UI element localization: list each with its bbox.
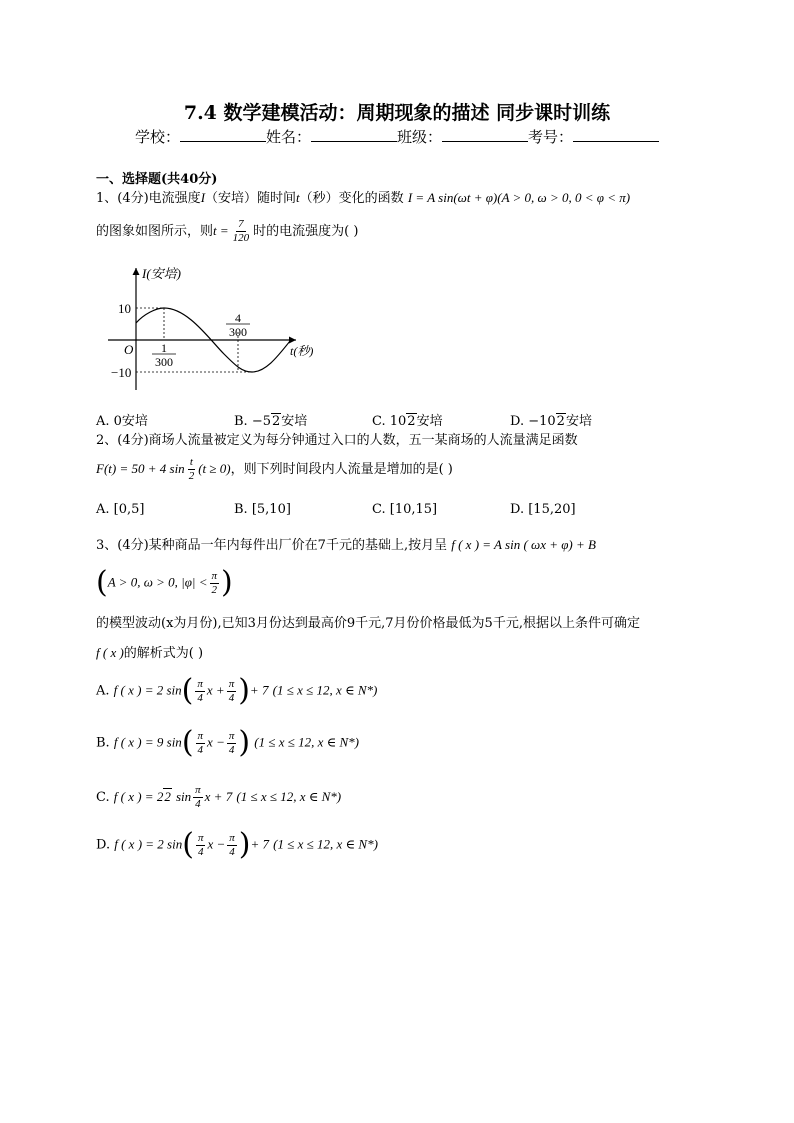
q3-option-a[interactable]: A. f ( x ) = 2 sin( $\frac{\pi}{4}$ x + $\frac{\pi}{4}$ )+ 7 (1 ≤ x ≤ 12, x ∈ N*) xyxy=(96,673,378,708)
name-label: 姓名： xyxy=(265,128,311,146)
exam-label: 考号： xyxy=(528,128,574,146)
q1-option-d[interactable]: D. −102安培 xyxy=(510,414,592,429)
q3-line4: f ( x )的解析式为( ) xyxy=(96,645,204,661)
q2-line1: 2、(4分)商场人流量被定义为每分钟通过入口的人数，五一某商场的人流量满足函数 xyxy=(96,433,578,448)
x2-denominator: 300 xyxy=(229,325,247,339)
school-label: 学校： xyxy=(134,128,180,146)
q1-line2: 的图象如图所示，则t = $\frac{7}{120}$ 时的电流强度为( ) xyxy=(96,218,359,244)
q2-option-c[interactable]: C. [10,15] xyxy=(372,502,438,517)
q3-line1: 3、(4分)某种商品一年内每件出厂价在7千元的基础上,按月呈 f ( x ) = A sin ( ωx + φ) + B xyxy=(96,537,596,553)
x-axis-label: t(秒) xyxy=(290,344,314,358)
class-field[interactable] xyxy=(442,127,528,142)
q1-line1: 1、(4分)电流强度I（安培）随时间t（秒）变化的函数 I = A sin(ωt + φ)(A > 0, ω > 0, 0 < φ < π) xyxy=(96,190,631,206)
name-field[interactable] xyxy=(311,127,397,142)
q3-function: f ( x ) = A sin ( ωx + φ) + B xyxy=(451,537,596,552)
q3-option-b[interactable]: B. f ( x ) = 9 sin( $\frac{\pi}{4}$ x − $\frac{\pi}{4}$ ) (1 ≤ x ≤ 12, x ∈ N*) xyxy=(96,725,360,760)
student-info-line xyxy=(0,126,794,147)
q2-option-a[interactable]: A. [0,5] xyxy=(96,502,145,517)
q1-option-b[interactable]: B. −52安培 xyxy=(234,414,308,429)
class-label: 班级： xyxy=(397,128,443,146)
x2-numerator: 4 xyxy=(235,311,241,325)
q2-option-b[interactable]: B. [5,10] xyxy=(234,502,291,517)
q3-option-d[interactable]: D. f ( x ) = 2 sin( $\frac{\pi}{4}$ x − $\frac{\pi}{4}$ )+ 7 (1 ≤ x ≤ 12, x ∈ N*) xyxy=(96,827,378,862)
q3-conditions: (A > 0, ω > 0, |φ| < $\frac{\pi}{2}$ ) xyxy=(96,565,233,600)
q3-option-c[interactable]: C. f ( x ) = 22 sin $\frac{\pi}{4}$ x + 7 (1 ≤ x ≤ 12, x ∈ N*) xyxy=(96,784,342,810)
x1-denominator: 300 xyxy=(155,355,173,369)
page-title: 7.4 数学建模活动：周期现象的描述 同步课时训练 xyxy=(183,102,611,124)
q1-function: I = A sin(ωt + φ)(A > 0, ω > 0, 0 < φ < π) xyxy=(407,190,631,205)
q1-option-c[interactable]: C. 102安培 xyxy=(372,414,443,429)
y-min-label: −10 xyxy=(111,365,132,380)
q1-option-a[interactable]: A. 0安培 xyxy=(96,414,148,429)
origin-label: O xyxy=(124,342,134,357)
y-axis-label: I(安培) xyxy=(142,266,181,281)
school-field[interactable] xyxy=(180,127,266,142)
section-heading: 一、选择题(共40分) xyxy=(96,172,218,187)
q1-sine-graph xyxy=(100,262,330,397)
q2-option-d[interactable]: D. [15,20] xyxy=(510,502,576,517)
q3-line3: 的模型波动(x为月份),已知3月份达到最高价9千元,7月份价格最低为5千元,根据以上条件可确定 xyxy=(96,616,640,631)
q2-line2: F(t) = 50 + 4 sin $\frac{t}{2}$ (t ≥ 0)，则下列时间段内人流量是增加的是( ) xyxy=(96,456,453,482)
y-max-label: 10 xyxy=(118,301,131,316)
exam-number-field[interactable] xyxy=(573,127,659,142)
x1-numerator: 1 xyxy=(161,341,167,355)
